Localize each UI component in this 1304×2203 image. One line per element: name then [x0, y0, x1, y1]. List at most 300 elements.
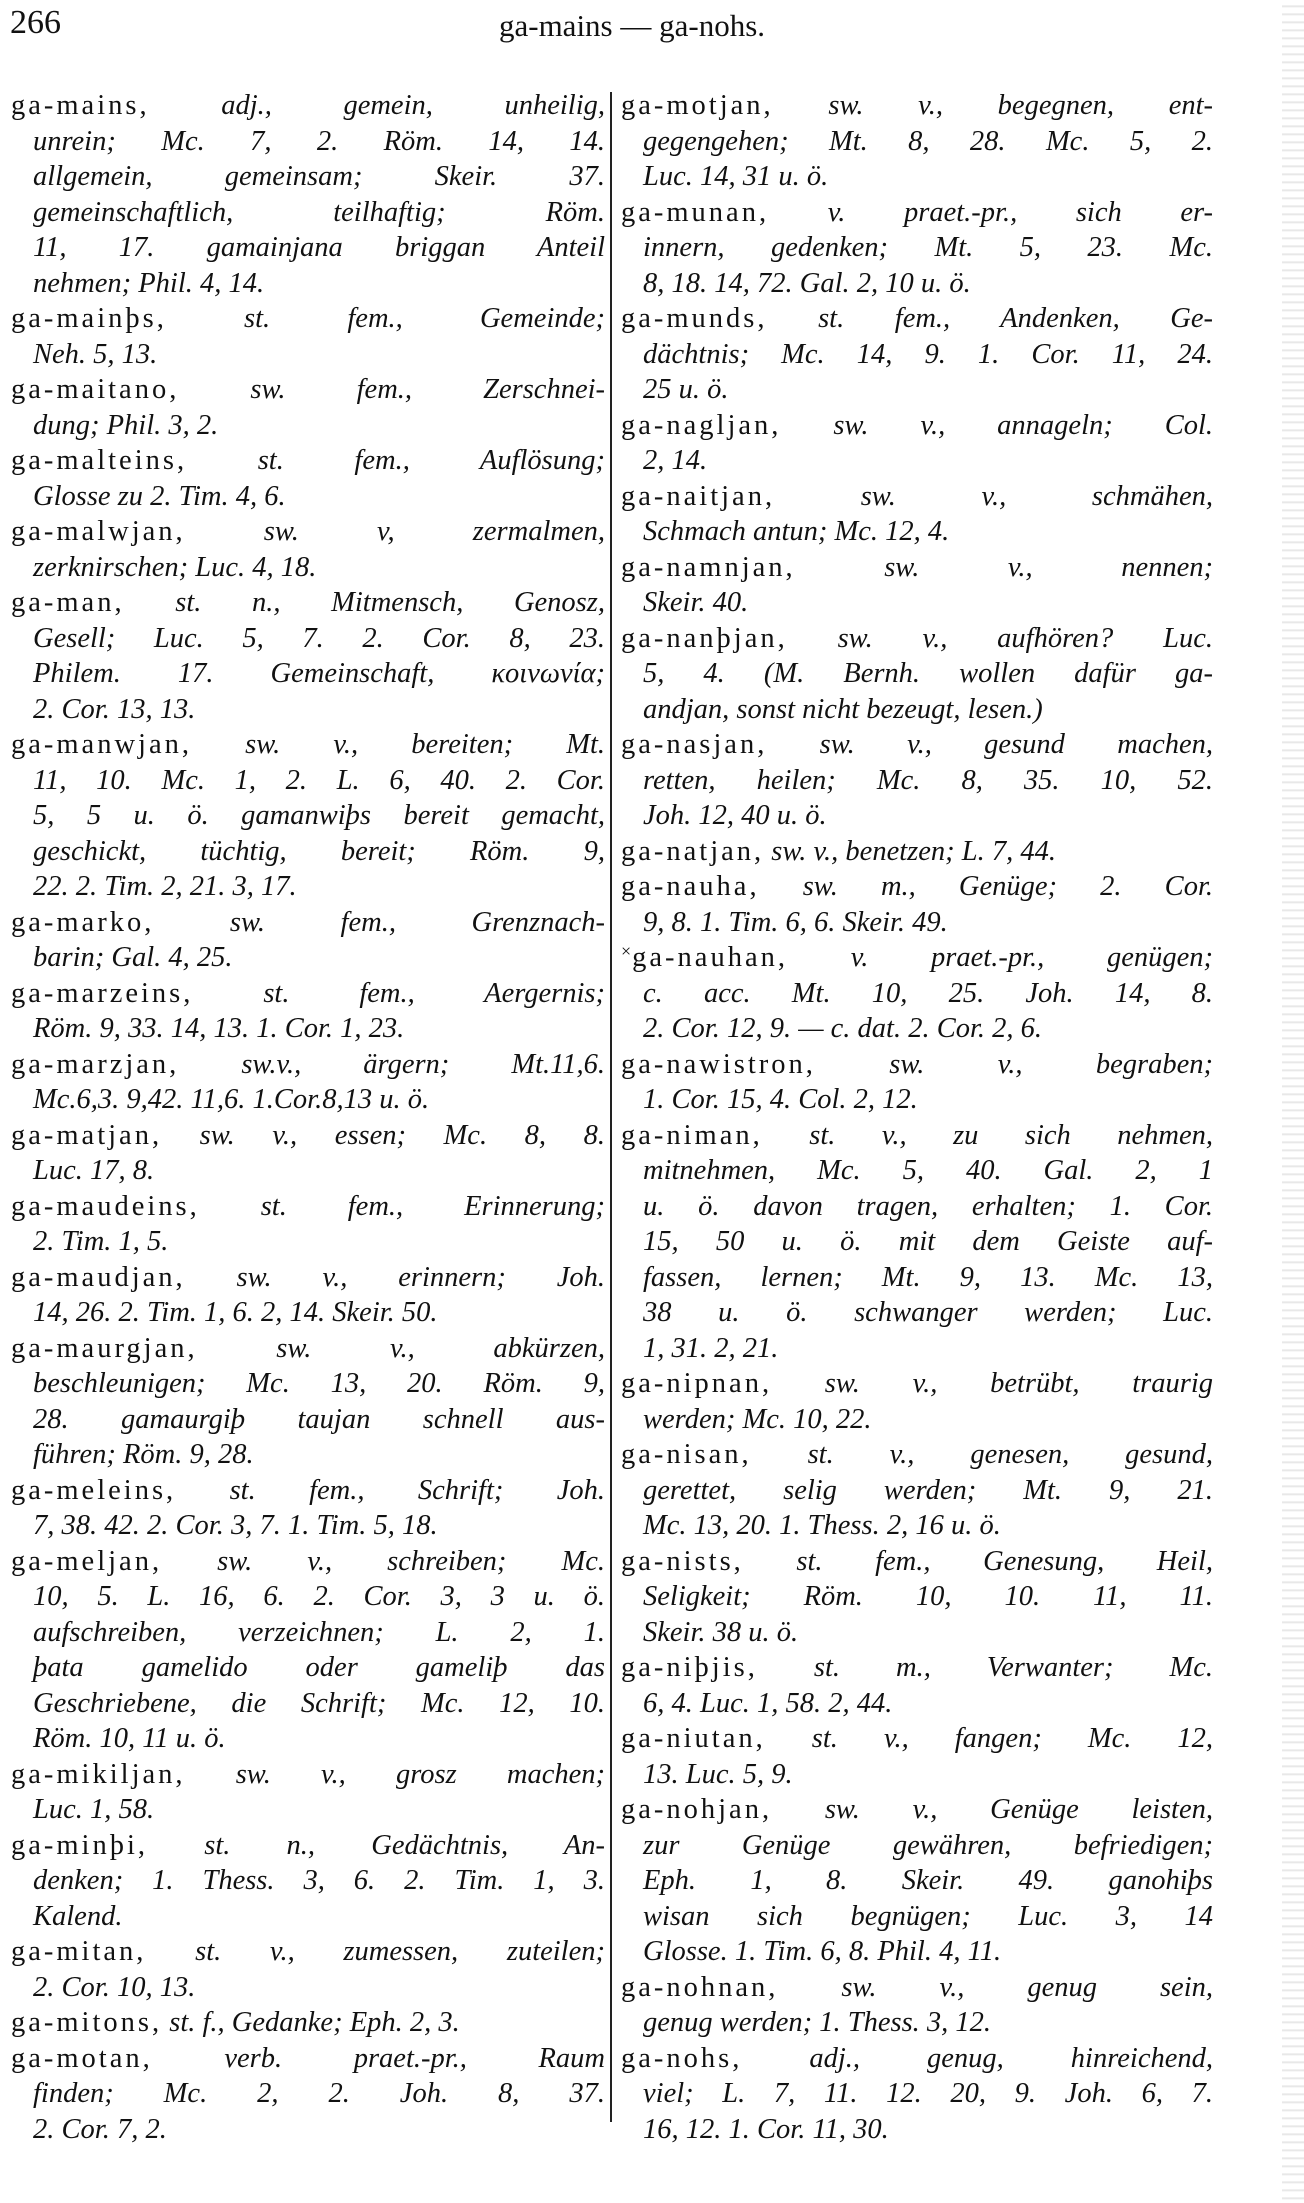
- definition-text: Skeir. 38 u. ö.: [643, 1616, 799, 1648]
- entry-line: [11, 88, 605, 124]
- headword: ga-nohnan,: [621, 1971, 779, 2003]
- definition-text: v. praet.-pr., genügen;: [850, 942, 1213, 973]
- entry-line: [11, 1295, 605, 1331]
- definition-text: adj., genug, hinreichend,: [809, 2042, 1213, 2074]
- entry-line: [621, 1828, 1213, 1864]
- entry-line: [621, 1650, 1213, 1686]
- definition-text: Luc. 1, 58.: [33, 1794, 155, 1825]
- definition-text: 10, 5. L. 16, 6. 2. Cor. 3, 3 u. ö.: [33, 1581, 605, 1612]
- definition-text: sw. v., abkürzen,: [276, 1332, 605, 1364]
- definition-text: denken; 1. Thess. 3, 6. 2. Tim. 1, 3.: [33, 1865, 605, 1896]
- definition-text: allgemein, gemeinsam; Skeir. 37.: [33, 161, 605, 192]
- dictionary-entry: [11, 372, 605, 443]
- definition-text: 28. gamaurgiþ taujan schnell aus-: [33, 1403, 605, 1435]
- definition-text: 1. Cor. 15, 4. Col. 2, 12.: [643, 1084, 918, 1115]
- headword: ga-niutan,: [621, 1723, 766, 1754]
- entry-line: [11, 301, 605, 337]
- headword: ga-namnjan,: [621, 551, 796, 583]
- definition-text: 11, 10. Mc. 1, 2. L. 6, 40. 2. Cor.: [33, 764, 605, 796]
- entry-line: [11, 763, 605, 799]
- entry-line: [621, 1437, 1213, 1473]
- definition-text: Luc. 17, 8.: [33, 1155, 155, 1186]
- entry-line: [11, 905, 605, 941]
- definition-text: 2. Tim. 1, 5.: [33, 1226, 169, 1257]
- definition-text: gerettet, selig werden; Mt. 9, 21.: [643, 1474, 1213, 1506]
- entry-line: [621, 195, 1213, 231]
- headword: ga-nanþjan,: [621, 622, 788, 654]
- definition-text: Schmach antun; Mc. 12, 4.: [643, 516, 950, 547]
- entry-line: [621, 301, 1213, 337]
- entry-line: [11, 798, 605, 834]
- entry-line: [11, 159, 605, 195]
- entry-line: [11, 1189, 605, 1225]
- entry-line: [11, 1011, 605, 1047]
- entry-line: [621, 1686, 1213, 1722]
- definition-text: st. f., Gedanke; Eph. 2, 3.: [169, 2007, 460, 2038]
- definition-text: Röm. 9, 33. 14, 13. 1. Cor. 1, 23.: [33, 1013, 405, 1044]
- definition-text: innern, gedenken; Mt. 5, 23. Mc.: [643, 232, 1213, 263]
- entry-line: [621, 1473, 1213, 1509]
- headword: ga-mainþs,: [11, 303, 167, 334]
- definition-text: sw. v., Genüge leisten,: [824, 1794, 1213, 1825]
- headword: ga-marko,: [11, 906, 155, 938]
- headword: ga-malwjan,: [11, 516, 186, 547]
- entry-line: [621, 1615, 1213, 1651]
- headword: ga-nipnan,: [621, 1368, 773, 1399]
- definition-text: st. fem., Aergernis;: [263, 977, 605, 1009]
- definition-text: u. ö. davon tragen, erhalten; 1. Cor.: [643, 1190, 1213, 1222]
- headword: ga-mains,: [11, 90, 150, 121]
- definition-text: 25 u. ö.: [643, 374, 729, 405]
- entry-line: [621, 976, 1213, 1012]
- headword: ga-mitons,: [11, 2007, 163, 2038]
- definition-text: verb. praet.-pr., Raum: [224, 2042, 605, 2074]
- definition-text: 9, 8. 1. Tim. 6, 6. Skeir. 49.: [643, 906, 948, 938]
- headword: ga-motjan,: [621, 90, 774, 121]
- definition-text: sw. v., grosz machen;: [235, 1758, 605, 1790]
- definition-text: wisan sich begnügen; Luc. 3, 14: [643, 1900, 1213, 1932]
- entry-line: [621, 2112, 1213, 2148]
- headword: ga-nisan,: [621, 1439, 752, 1470]
- definition-text: st. v., genesen, gesund,: [807, 1439, 1213, 1470]
- entry-line: [621, 1331, 1213, 1367]
- headword: ga-nawistron,: [621, 1048, 816, 1080]
- definition-text: sw. v., genug sein,: [841, 1971, 1213, 2003]
- dictionary-entry: [11, 1473, 605, 1544]
- entry-line: [11, 1899, 605, 1935]
- headword: ga-manwjan,: [11, 729, 192, 760]
- definition-text: st. fem., Erinnerung;: [260, 1190, 605, 1222]
- entry-line: [621, 2076, 1213, 2112]
- definition-text: sw. v., benetzen; L. 7, 44.: [771, 835, 1056, 867]
- entry-line: [621, 834, 1213, 870]
- definition-text: 38 u. ö. schwanger werden; Luc.: [643, 1297, 1213, 1328]
- dictionary-entry: [621, 1437, 1213, 1544]
- entry-line: [621, 798, 1213, 834]
- entry-line: [11, 1118, 605, 1154]
- definition-text: st. m., Verwanter; Mc.: [813, 1652, 1213, 1683]
- entry-line: [621, 1544, 1213, 1580]
- definition-text: 8, 18. 14, 72. Gal. 2, 10 u. ö.: [643, 267, 971, 299]
- dictionary-entry: [621, 1970, 1213, 2041]
- entry-line: [11, 1508, 605, 1544]
- entry-line: [11, 656, 605, 692]
- entry-line: [621, 727, 1213, 763]
- entry-line: [11, 1366, 605, 1402]
- definition-text: gegengehen; Mt. 8, 28. Mc. 5, 2.: [643, 125, 1213, 157]
- headword: ga-maudeins,: [11, 1190, 200, 1222]
- definition-text: 22. 2. Tim. 2, 21. 3, 17.: [33, 871, 297, 902]
- headword: ga-nagljan,: [621, 409, 782, 441]
- dictionary-entry: [11, 1544, 605, 1757]
- headword: ga-munan,: [621, 196, 770, 228]
- entry-line: [11, 869, 605, 905]
- entry-line: [11, 195, 605, 231]
- entry-line: [11, 1544, 605, 1580]
- entry-line: [11, 2041, 605, 2077]
- headword: ga-man,: [11, 587, 125, 618]
- definition-text: sw. v., begraben;: [889, 1048, 1213, 1080]
- entry-line: [621, 1295, 1213, 1331]
- entry-line: [621, 1579, 1213, 1615]
- dictionary-entry: [621, 1721, 1213, 1792]
- entry-line: [11, 408, 605, 444]
- entry-line: [621, 1757, 1213, 1793]
- dictionary-entry: [621, 195, 1213, 302]
- definition-text: sw.v., ärgern; Mt.11,6.: [241, 1048, 605, 1080]
- entry-line: [621, 408, 1213, 444]
- entry-line: [11, 1650, 605, 1686]
- entry-line: [621, 1118, 1213, 1154]
- dictionary-entry: [621, 2041, 1213, 2148]
- dictionary-entry: [11, 1189, 605, 1260]
- definition-text: Philem. 17. Gemeinschaft, κοινωνία;: [33, 658, 605, 689]
- definition-text: st. v., zu sich nehmen,: [809, 1119, 1213, 1151]
- running-head-text: ga-mains — ga-nohs.: [498, 8, 766, 43]
- definition-text: Geschriebene, die Schrift; Mc. 12, 10.: [33, 1687, 605, 1719]
- dictionary-entry: [621, 940, 1213, 1047]
- definition-text: sw. v., betrübt, traurig: [824, 1368, 1213, 1399]
- entry-line: [11, 940, 605, 976]
- headword: ga-maurgjan,: [11, 1332, 198, 1364]
- definition-text: Glosse. 1. Tim. 6, 8. Phil. 4, 11.: [643, 1936, 1002, 1967]
- dictionary-entry: [11, 727, 605, 905]
- headword: ga-motan,: [11, 2042, 153, 2074]
- entry-line: [11, 585, 605, 621]
- definition-text: sw. v., erinnern; Joh.: [236, 1261, 605, 1293]
- definition-text: sw. fem., Zerschnei-: [250, 374, 605, 405]
- definition-text: genug werden; 1. Thess. 3, 12.: [643, 2007, 992, 2038]
- definition-text: þata gamelido oder gameliþ das: [33, 1652, 605, 1683]
- entry-line: [621, 869, 1213, 905]
- headword: ga-munds,: [621, 303, 768, 334]
- entry-line: [11, 1721, 605, 1757]
- definition-text: c. acc. Mt. 10, 25. Joh. 14, 8.: [643, 977, 1213, 1009]
- definition-text: sw. v., annageln; Col.: [833, 409, 1213, 441]
- dictionary-entry: [11, 2005, 605, 2041]
- definition-text: fassen, lernen; Mt. 9, 13. Mc. 13,: [643, 1261, 1213, 1293]
- entry-line: [621, 763, 1213, 799]
- definition-text: 2. Cor. 12, 9. — c. dat. 2. Cor. 2, 6.: [643, 1013, 1043, 1044]
- dictionary-entry: [11, 1331, 605, 1473]
- entry-line: [11, 1224, 605, 1260]
- entry-line: [621, 2005, 1213, 2041]
- headword: ga-malteins,: [11, 445, 188, 476]
- dictionary-entry: [11, 1260, 605, 1331]
- entry-line: [621, 550, 1213, 586]
- entry-line: [621, 514, 1213, 550]
- entry-line: [11, 727, 605, 763]
- entry-line: [11, 1153, 605, 1189]
- headword: ga-maitano,: [11, 374, 180, 405]
- entry-line: [621, 1082, 1213, 1118]
- entry-line: [11, 372, 605, 408]
- headword: ga-nohjan,: [621, 1794, 773, 1825]
- definition-text: st. n., Gedächtnis, An-: [204, 1829, 605, 1861]
- definition-text: st. fem., Andenken, Ge-: [818, 303, 1213, 334]
- definition-text: unrein; Mc. 7, 2. Röm. 14, 14.: [33, 125, 605, 157]
- definition-text: andjan, sonst nicht bezeugt, lesen.): [643, 693, 1043, 725]
- definition-text: Skeir. 40.: [643, 587, 749, 618]
- definition-text: Joh. 12, 40 u. ö.: [643, 800, 827, 831]
- definition-text: barin; Gal. 4, 25.: [33, 942, 233, 973]
- definition-text: sw. v., bereiten; Mt.: [245, 729, 605, 760]
- definition-text: 13. Luc. 5, 9.: [643, 1758, 793, 1790]
- dictionary-entry: [621, 479, 1213, 550]
- dictionary-entry: [11, 88, 605, 301]
- entry-line: [11, 1757, 605, 1793]
- entry-line: [621, 1792, 1213, 1828]
- definition-text: st. n., Mitmensch, Genosz,: [175, 587, 605, 618]
- definition-text: Röm. 10, 11 u. ö.: [33, 1723, 226, 1754]
- definition-text: Neh. 5, 13.: [33, 338, 158, 370]
- entry-line: [621, 692, 1213, 728]
- right-column: [621, 88, 1213, 2147]
- entry-line: [11, 692, 605, 728]
- definition-text: sw. m., Genüge; 2. Cor.: [802, 871, 1213, 902]
- entry-line: [621, 1224, 1213, 1260]
- definition-text: Mc.6,3. 9,42. 11,6. 1.Cor.8,13 u. ö.: [33, 1084, 430, 1115]
- entry-line: [621, 1402, 1213, 1438]
- entry-line: [11, 443, 605, 479]
- column-divider: [610, 92, 612, 2122]
- definition-text: sw. v., schmähen,: [860, 480, 1213, 512]
- entry-line: [11, 1792, 605, 1828]
- entry-line: [621, 124, 1213, 160]
- entry-line: [11, 834, 605, 870]
- definition-text: 2, 14.: [643, 445, 708, 476]
- page-edge: [1282, 0, 1304, 2203]
- entry-line: [621, 1970, 1213, 2006]
- headword: ga-marzjan,: [11, 1048, 180, 1080]
- definition-text: sw. v., aufhören? Luc.: [837, 622, 1213, 654]
- entry-line: [621, 1011, 1213, 1047]
- headword: ga-minþi,: [11, 1829, 149, 1861]
- dictionary-entry: [621, 1544, 1213, 1651]
- dictionary-entry: [621, 621, 1213, 728]
- entry-line: [11, 1686, 605, 1722]
- entry-line: [11, 976, 605, 1012]
- definition-text: gemeinschaftlich, teilhaftig; Röm.: [33, 196, 605, 228]
- definition-text: 6, 4. Luc. 1, 58. 2, 44.: [643, 1687, 893, 1719]
- dictionary-entry: [621, 301, 1213, 408]
- entry-line: [11, 1934, 605, 1970]
- entry-line: [11, 1970, 605, 2006]
- headword: ga-naitjan,: [621, 480, 776, 512]
- definition-text: sw. v., nennen;: [884, 551, 1213, 583]
- dictionary-entry: [11, 514, 605, 585]
- definition-text: mitnehmen, Mc. 5, 40. Gal. 2, 1: [643, 1155, 1213, 1186]
- entry-line: [621, 2041, 1213, 2077]
- running-head: [0, 8, 1304, 44]
- dictionary-entry: [621, 1792, 1213, 1970]
- definition-text: sw. v., essen; Mc. 8, 8.: [199, 1119, 605, 1151]
- headword: ga-meleins,: [11, 1474, 177, 1506]
- headword: ga-mikiljan,: [11, 1758, 186, 1790]
- entry-line: [621, 656, 1213, 692]
- definition-text: zerknirschen; Luc. 4, 18.: [33, 551, 317, 583]
- left-column: [11, 88, 605, 2147]
- definition-text: st. v., zumessen, zuteilen;: [195, 1936, 605, 1967]
- definition-text: st. fem., Schrift; Joh.: [229, 1474, 605, 1506]
- headword: ga-maudjan,: [11, 1261, 186, 1293]
- definition-text: 14, 26. 2. Tim. 1, 6. 2, 14. Skeir. 50.: [33, 1297, 438, 1328]
- definition-text: 11, 17. gamainjana briggan Anteil: [33, 232, 605, 263]
- entry-line: [11, 2112, 605, 2148]
- dictionary-entry: [621, 88, 1213, 195]
- entry-line: [11, 1047, 605, 1083]
- entry-line: [11, 1579, 605, 1615]
- headword: ga-mitan,: [11, 1936, 147, 1967]
- definition-text: Luc. 14, 31 u. ö.: [643, 161, 829, 192]
- dictionary-entry: [11, 976, 605, 1047]
- definition-text: nehmen; Phil. 4, 14.: [33, 267, 265, 299]
- headword: ga-natjan,: [621, 835, 765, 867]
- entry-line: [11, 1331, 605, 1367]
- headword: ga-niman,: [621, 1119, 763, 1151]
- dictionary-entry: [621, 1047, 1213, 1118]
- entry-line: [621, 585, 1213, 621]
- dictionary-entry: [621, 1118, 1213, 1367]
- entry-line: [11, 1473, 605, 1509]
- definition-text: zur Genüge gewähren, befriedigen;: [643, 1829, 1213, 1861]
- page-number: 266: [10, 4, 61, 41]
- entry-line: [11, 2005, 605, 2041]
- definition-text: sw. fem., Grenznach-: [229, 906, 605, 938]
- definition-text: 1, 31. 2, 21.: [643, 1332, 779, 1364]
- dictionary-entry: [621, 869, 1213, 940]
- entry-line: [621, 1366, 1213, 1402]
- entry-line: [11, 230, 605, 266]
- dictionary-entry: [11, 1828, 605, 1935]
- headword: ga-nohs,: [621, 2042, 743, 2074]
- entry-line: [11, 550, 605, 586]
- definition-text: Kalend.: [33, 1900, 123, 1932]
- definition-text: Glosse zu 2. Tim. 4, 6.: [33, 480, 286, 512]
- definition-text: st. fem., Gemeinde;: [244, 303, 605, 334]
- entry-line: [621, 88, 1213, 124]
- dictionary-entry: [11, 1118, 605, 1189]
- entry-line: [621, 337, 1213, 373]
- entry-line: [621, 1508, 1213, 1544]
- dictionary-entry: [11, 443, 605, 514]
- entry-line: [621, 1047, 1213, 1083]
- headword: ga-nauhan,: [632, 942, 788, 973]
- definition-text: sw. v., schreiben; Mc.: [217, 1545, 605, 1577]
- entry-line: [11, 1437, 605, 1473]
- dictionary-entry: [621, 1650, 1213, 1721]
- entry-line: [621, 1934, 1213, 1970]
- definition-text: geschickt, tüchtig, bereit; Röm. 9,: [33, 835, 605, 867]
- entry-line: [621, 905, 1213, 941]
- dictionary-entry: [11, 1047, 605, 1118]
- dictionary-entry: [621, 408, 1213, 479]
- entry-line: [11, 124, 605, 160]
- entry-line: [621, 1260, 1213, 1296]
- definition-text: beschleunigen; Mc. 13, 20. Röm. 9,: [33, 1368, 605, 1399]
- definition-text: finden; Mc. 2, 2. Joh. 8, 37.: [33, 2078, 605, 2109]
- definition-text: 7, 38. 42. 2. Cor. 3, 7. 1. Tim. 5, 18.: [33, 1510, 438, 1541]
- definition-text: st. fem., Auflösung;: [257, 445, 605, 476]
- entry-line: [621, 159, 1213, 195]
- entry-line: [621, 940, 1213, 976]
- definition-text: st. v., fangen; Mc. 12,: [811, 1723, 1213, 1754]
- dictionary-entry: [621, 727, 1213, 834]
- definition-text: v. praet.-pr., sich er-: [827, 196, 1213, 228]
- definition-text: werden; Mc. 10, 22.: [643, 1403, 872, 1435]
- entry-line: [621, 621, 1213, 657]
- entry-line: [11, 1863, 605, 1899]
- entry-line: [11, 1615, 605, 1651]
- definition-text: dung; Phil. 3, 2.: [33, 409, 219, 441]
- definition-text: 5, 4. (M. Bernh. wollen dafür ga-: [643, 658, 1213, 689]
- entry-line: [11, 621, 605, 657]
- dictionary-entry: [11, 301, 605, 372]
- definition-text: viel; L. 7, 11. 12. 20, 9. Joh. 6, 7.: [643, 2078, 1213, 2109]
- headword: ga-nauha,: [621, 871, 760, 902]
- definition-text: 15, 50 u. ö. mit dem Geiste auf-: [643, 1226, 1213, 1257]
- entry-line: [11, 1828, 605, 1864]
- entry-line: [621, 479, 1213, 515]
- entry-line: [621, 443, 1213, 479]
- headword: ga-niþjis,: [621, 1652, 758, 1683]
- entry-line: [621, 1189, 1213, 1225]
- headword: ga-nasjan,: [621, 729, 768, 760]
- dictionary-entry: [11, 2041, 605, 2148]
- entry-line: [621, 1899, 1213, 1935]
- dictionary-entry: [621, 550, 1213, 621]
- definition-text: Gesell; Luc. 5, 7. 2. Cor. 8, 23.: [33, 622, 605, 654]
- definition-text: adj., gemein, unheilig,: [221, 90, 605, 121]
- dictionary-entry: [11, 1934, 605, 2005]
- dictionary-entry: [621, 1366, 1213, 1437]
- entry-line: [621, 230, 1213, 266]
- entry-line: [11, 337, 605, 373]
- entry-line: [11, 479, 605, 515]
- entry-line: [621, 1153, 1213, 1189]
- headword: ga-marzeins,: [11, 977, 194, 1009]
- definition-text: sw. v., begegnen, ent-: [828, 90, 1213, 121]
- definition-text: sw. v., gesund machen,: [819, 729, 1213, 760]
- entry-line: [621, 372, 1213, 408]
- definition-text: Mc. 13, 20. 1. Thess. 2, 16 u. ö.: [643, 1510, 1001, 1541]
- entry-line: [621, 1721, 1213, 1757]
- definition-text: Eph. 1, 8. Skeir. 49. ganohiþs: [643, 1865, 1213, 1896]
- definition-text: aufschreiben, verzeichnen; L. 2, 1.: [33, 1616, 605, 1648]
- entry-line: [621, 266, 1213, 302]
- entry-line: [621, 1863, 1213, 1899]
- definition-text: retten, heilen; Mc. 8, 35. 10, 52.: [643, 764, 1213, 796]
